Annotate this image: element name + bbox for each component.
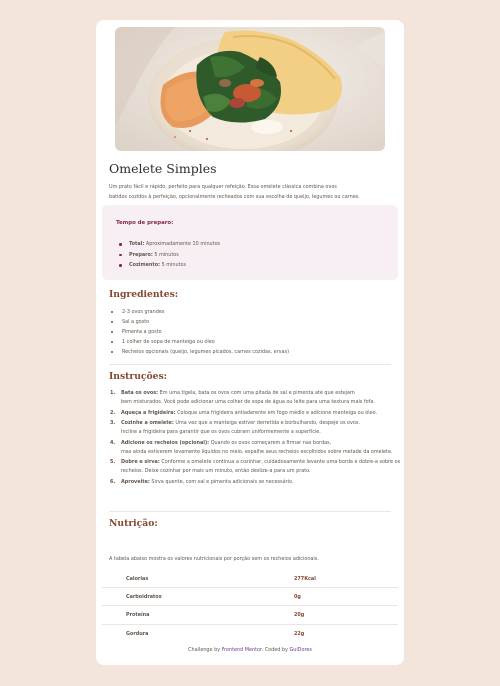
- ingredient-item: Sal a gosto: [111, 317, 289, 327]
- step-number: 3.: [110, 420, 116, 426]
- ingredient-item: Recheios opcionais (queijo, legumes picados, carnes cozidas, ervas): [111, 347, 289, 357]
- step-text: Em uma tigela, bata os ovos com uma pitada de sal e pimenta até que estejam: [158, 390, 355, 396]
- prep-item-label: Preparo:: [129, 251, 153, 258]
- ingredients-heading: Ingredientes:: [109, 289, 179, 300]
- divider: [109, 511, 391, 512]
- omelete-photo: [115, 27, 385, 151]
- step-text: Coloque uma frigideira antiaderente em fogo médio e adicione manteiga ou óleo.: [175, 409, 378, 416]
- instruction-step: [109, 419, 401, 437]
- nutrition-label: Gordura: [126, 630, 149, 637]
- recipe-intro: [109, 182, 399, 202]
- step-text: bem misturados. Você pode adicionar uma colher de sopa de água ou leite para uma textura mais fofa.: [121, 399, 375, 405]
- step-label: Aproveite:: [121, 478, 150, 485]
- nutrition-value: 22g: [294, 630, 305, 637]
- step-text: Sirva quente, com sal e pimenta adicionais se necessário.: [149, 478, 294, 485]
- table-row: [102, 570, 398, 588]
- step-text: Quando os ovos começarem a firmar nas bordas,: [209, 439, 332, 446]
- instruction-step: [109, 478, 401, 487]
- nutrition-label: Proteína: [126, 612, 150, 619]
- step-number: 6.: [110, 478, 116, 485]
- ingredients-list: [111, 307, 289, 357]
- instructions-heading: Instruções:: [109, 371, 168, 382]
- author-link[interactable]: GuiDores: [289, 647, 312, 653]
- nutrition-label: Calorias: [126, 576, 149, 582]
- nutrition-value: 20g: [294, 612, 305, 619]
- nutrition-label: Carboidratos: [126, 594, 162, 601]
- nutrition-intro: A tabela abaixo mostra os valores nutricionais por porção sem os recheios adicionais.: [109, 556, 319, 562]
- nutrition-value: 0g: [294, 594, 301, 601]
- step-label: Adicione os recheios (opcional):: [121, 439, 210, 446]
- table-row: [102, 588, 398, 606]
- prep-item-label: Cozimento:: [129, 262, 161, 268]
- attribution-middle: . Coded by: [261, 647, 290, 653]
- step-label: Bata os ovos:: [121, 390, 159, 396]
- prep-time-title: Tempo de preparo:: [116, 220, 174, 226]
- instruction-step: [109, 409, 401, 418]
- prep-item: [119, 239, 220, 250]
- divider: [109, 364, 391, 365]
- nutrition-heading: Nutrição:: [109, 518, 158, 529]
- step-text: recheios. Deixe cozinhar por mais um minuto, então deslize-a para um prato.: [121, 468, 311, 474]
- recipe-card: [96, 20, 404, 665]
- step-number: 2.: [110, 409, 116, 416]
- intro-line: batidos cozidos à perfeição, opcionalmente recheados com sua escolha de queijo, legumes ou carnes.: [109, 194, 360, 200]
- attribution-prefix: Challenge by: [188, 647, 222, 653]
- ingredient-item: 1 colher de sopa de manteiga ou óleo: [111, 337, 289, 347]
- nutrition-table: [102, 570, 398, 643]
- instruction-step: [109, 458, 401, 476]
- step-label: Aqueça a frigideira:: [121, 409, 176, 416]
- prep-item-text: Aproximadamente 10 minutos: [144, 241, 221, 247]
- prep-time-box: [102, 205, 398, 280]
- prep-item-text: 5 minutos: [152, 251, 179, 258]
- frontend-mentor-link[interactable]: Frontend Mentor: [221, 647, 262, 653]
- page-title: Omelete Simples: [109, 161, 217, 176]
- instruction-step: [109, 389, 401, 407]
- instructions-list: [109, 389, 401, 488]
- step-number: 1.: [110, 390, 116, 396]
- ingredient-item: Pimenta a gosto: [111, 327, 289, 337]
- step-text: Conforme a omelete continua a cozinhar, cuidadosamente levante uma borda e dobre-a sobre os: [159, 459, 401, 465]
- step-text: Uma vez que a manteiga estiver derretida e borbulhando, despeje os ovos.: [173, 420, 361, 426]
- step-label: Dobre e sirva:: [121, 459, 160, 465]
- prep-item: [119, 260, 220, 271]
- prep-time-list: [119, 239, 220, 271]
- ingredient-item: 2-3 ovos grandes: [111, 307, 289, 317]
- table-row: [102, 606, 398, 624]
- prep-item: [119, 250, 220, 261]
- step-text: mas ainda estiverem levemente líquidos no meio, espalhe seus recheios escolhidos sobre metade da omelete.: [121, 448, 393, 455]
- step-label: Cozinhe a omelete:: [121, 420, 174, 426]
- table-row: [102, 625, 398, 643]
- step-number: 4.: [110, 439, 116, 446]
- prep-item-text: 5 minutos: [160, 262, 187, 268]
- attribution: [96, 647, 404, 653]
- prep-item-label: Total:: [129, 241, 145, 247]
- step-number: 5.: [110, 459, 116, 465]
- instruction-step: [109, 439, 401, 457]
- intro-line: Um prato fácil e rápido, perfeito para qualquer refeição. Essa omelete clássica combina ovos: [109, 184, 337, 190]
- step-text: Incline a frigideira para garantir que os ovos cubram uniformemente a superfície.: [121, 429, 321, 435]
- nutrition-value: 277Kcal: [294, 576, 316, 582]
